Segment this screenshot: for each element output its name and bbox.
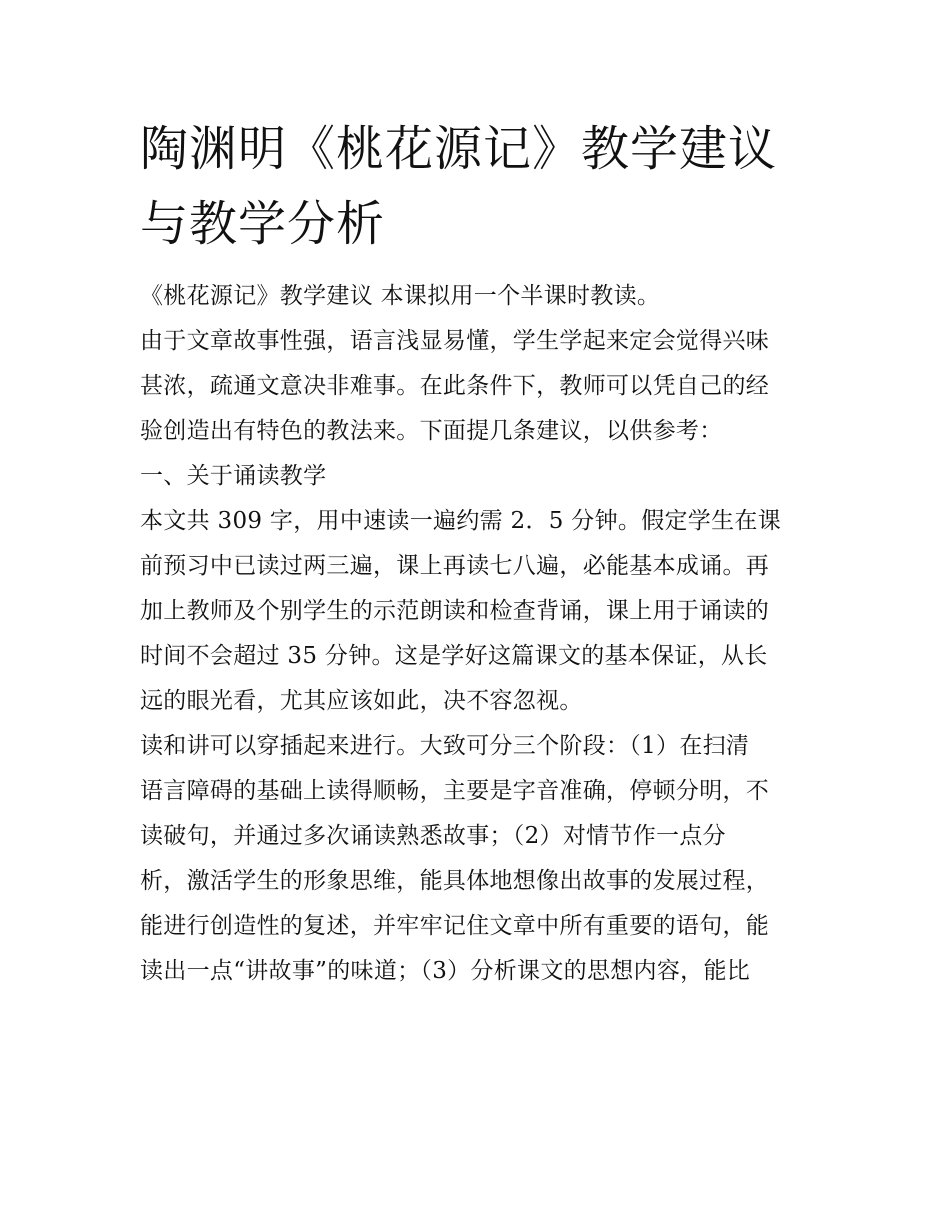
- text-line: 由于文章故事性强，语言浅显易懂，学生学起来定会觉得兴味: [140, 328, 770, 354]
- text-line: 加上教师及个别学生的示范朗读和检查背诵，课上用于诵读的: [140, 598, 770, 624]
- section-heading: [140, 454, 820, 499]
- paragraph-three-stages: [140, 724, 820, 994]
- document-title: [140, 112, 820, 262]
- text-line: 远的眼光看，尤其应该如此，决不容忽视。: [140, 688, 583, 714]
- text-line: 一、关于诵读教学: [140, 463, 327, 489]
- paragraph-intro: [140, 274, 820, 319]
- text-line: 《桃花源记》教学建议 本课拟用一个半课时教读。: [140, 283, 661, 309]
- text-line: 验创造出有特色的教法来。下面提几条建议，以供参考：: [140, 418, 723, 444]
- text-line: 时间不会超过 35 分钟。这是学好这篇课文的基本保证，从长: [140, 643, 768, 669]
- text-line: 甚浓，疏通文意决非难事。在此条件下，教师可以凭自己的经: [140, 373, 770, 399]
- paragraph-reason: [140, 319, 820, 454]
- title-line: 与教学分析: [140, 196, 386, 252]
- text-line: 析，激活学生的形象思维，能具体地想像出故事的发展过程，: [140, 868, 770, 894]
- paragraph-reading-time: [140, 499, 820, 724]
- text-line: 读出一点“讲故事”的味道；（3）分析课文的思想内容，能比: [140, 958, 751, 984]
- text-line: 能进行创造性的复述，并牢牢记住文章中所有重要的语句，能: [140, 913, 770, 939]
- text-line: 读破句，并通过多次诵读熟悉故事；（2）对情节作一点分: [140, 823, 726, 849]
- title-line: 陶渊明《桃花源记》教学建议: [140, 121, 778, 177]
- text-line: 语言障碍的基础上读得顺畅，主要是字音准确，停顿分明，不: [140, 778, 770, 804]
- document-page: [140, 112, 820, 994]
- text-line: 本文共 309 字，用中速读一遍约需 2．5 分钟。假定学生在课: [140, 508, 782, 534]
- text-line: 前预习中已读过两三遍，课上再读七八遍，必能基本成诵。再: [140, 553, 770, 579]
- text-line: 读和讲可以穿插起来进行。大致可分三个阶段：（1）在扫清: [140, 733, 750, 759]
